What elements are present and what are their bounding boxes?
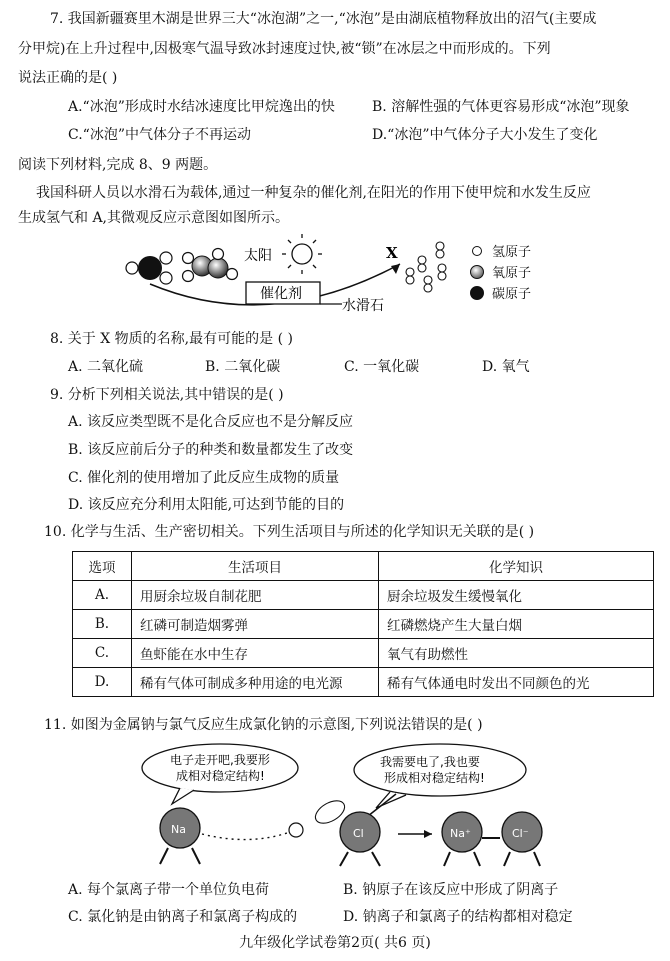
q7-stem-line2: 分甲烷)在上升过程中,因极寒气温导致冰封速度过快,被“锁”在冰层之中而形成的。下列 (18, 41, 551, 57)
table-cell: 稀有气体通电时发出不同颜色的光 (379, 668, 654, 697)
carbon-atom-icon (470, 286, 484, 300)
table-cell: 厨余垃圾发生缓慢氧化 (379, 581, 654, 610)
table-cell: C. (73, 639, 132, 668)
material-intro: 阅读下列材料,完成 8、9 两题。 (18, 157, 218, 173)
sodium-atom-character (160, 808, 200, 864)
q10-stem: 10. 化学与生活、生产密切相关。下列生活项目与所述的化学知识无关联的是( ) (44, 524, 535, 540)
q8-option-b: B. 二氧化碳 (205, 359, 281, 375)
q7-stem-line3: 说法正确的是( ) (18, 70, 118, 86)
sodium-chlorine-cartoon (140, 742, 580, 870)
q9-option-b: B. 该反应前后分子的种类和数量都发生了改变 (68, 442, 354, 458)
bubble-left-line1: 电子走开吧,我要形 (170, 753, 270, 767)
bubble-left-line2: 成相对稳定结构! (176, 769, 265, 783)
table-header-row (73, 552, 654, 581)
table-cell: 稀有气体可制成多种用途的电光源 (132, 668, 379, 697)
support-label: 水滑石 (342, 298, 384, 314)
table-cell: 红磷燃烧产生大量白烟 (379, 610, 654, 639)
material-line1: 我国科研人员以水滑石为载体,通过一种复杂的催化剂,在阳光的作用下使甲烷和水发生反应 (36, 185, 591, 201)
table-cell: A. (73, 581, 132, 610)
q11-option-d: D. 钠离子和氯离子的结构都相对稳定 (343, 909, 573, 925)
table-row (73, 581, 654, 610)
q9-option-a: A. 该反应类型既不是化合反应也不是分解反应 (68, 414, 354, 430)
q8-stem: 8. 关于 X 物质的名称,最有可能的是 ( ) (50, 331, 293, 347)
table-row (73, 639, 654, 668)
q7-option-c: C.“冰泡”中气体分子不再运动 (68, 127, 251, 143)
q7-option-b: B. 溶解性强的气体更容易形成“冰泡”现象 (372, 99, 630, 115)
speech-bubble-right (354, 744, 526, 808)
bubble-right-line2: 形成相对稳定结构! (384, 771, 485, 785)
q10-table (72, 551, 654, 697)
q9-option-d: D. 该反应充分利用太阳能,可达到节能的目的 (68, 497, 345, 513)
na-ion-label: Na⁺ (450, 827, 471, 840)
legend-label: 氧原子 (492, 266, 532, 281)
hydrogen-atom-icon (472, 246, 482, 256)
q7-option-a: A.“冰泡”形成时水结冰速度比甲烷逸出的快 (68, 99, 335, 115)
q7-stem-line1: 7. 我国新疆赛里木湖是世界三大“冰泡湖”之一,“冰泡”是由湖底植物释放出的沼气(主要成 (50, 11, 597, 27)
table-cell: 用厨余垃圾自制花肥 (132, 581, 379, 610)
q11-option-a: A. 每个氯离子带一个单位负电荷 (68, 882, 270, 898)
q8-option-a: A. 二氧化硫 (68, 359, 144, 375)
na-label: Na (171, 823, 186, 836)
speech-bubble-left (142, 744, 298, 804)
legend-item-carbon (470, 282, 590, 303)
material-line2: 生成氢气和 A,其微观反应示意图如图所示。 (18, 210, 290, 226)
q8-option-d: D. 氧气 (482, 359, 530, 375)
q9-stem: 9. 分析下列相关说法,其中错误的是( ) (50, 387, 284, 403)
q11-stem: 11. 如图为金属钠与氯气反应生成氯化钠的示意图,下列说法错误的是( ) (44, 717, 483, 733)
hydrogen-molecules (406, 242, 446, 292)
table-cell: 红磷可制造烟雾弹 (132, 610, 379, 639)
x-label: X (386, 244, 398, 262)
chloride-ion-character (502, 812, 542, 866)
table-cell: 氧气有助燃性 (379, 639, 654, 668)
cl-ion-label: Cl⁻ (512, 827, 529, 840)
legend-label: 氢原子 (492, 245, 532, 260)
oxygen-atom-icon (470, 265, 484, 279)
table-header: 生活项目 (132, 552, 379, 581)
bubble-right-line1: 我需要电了,我也要 (380, 755, 480, 769)
table-cell: 鱼虾能在水中生存 (132, 639, 379, 668)
table-row (73, 668, 654, 697)
table-row (73, 610, 654, 639)
page-footer: 九年级化学试卷第2页( 共6 页) (239, 935, 431, 951)
legend-item-hydrogen (470, 240, 590, 261)
table-header: 化学知识 (379, 552, 654, 581)
sun-icon (282, 234, 322, 274)
sun-label: 太阳 (244, 248, 272, 264)
electron-path (202, 832, 290, 840)
chlorine-atom-character (312, 794, 396, 866)
q7-option-d: D.“冰泡”中气体分子大小发生了变化 (372, 127, 598, 143)
water-molecule (208, 249, 238, 280)
q11-option-b: B. 钠原子在该反应中形成了阴离子 (343, 882, 559, 898)
legend-item-oxygen (470, 261, 590, 282)
sodium-ion-character (442, 812, 482, 866)
q11-option-c: C. 氯化钠是由钠离子和氯离子构成的 (68, 909, 298, 925)
table-cell: B. (73, 610, 132, 639)
catalyst-label: 催化剂 (260, 286, 302, 302)
methane-molecule (126, 252, 172, 284)
cl-label: Cl (353, 827, 364, 840)
legend-label: 碳原子 (492, 287, 532, 302)
electron-icon (289, 823, 303, 837)
table-cell: D. (73, 668, 132, 697)
q9-option-c: C. 催化剂的使用增加了此反应生成物的质量 (68, 470, 340, 486)
table-header: 选项 (73, 552, 132, 581)
q8-option-c: C. 一氧化碳 (344, 359, 420, 375)
atom-legend (470, 240, 590, 310)
